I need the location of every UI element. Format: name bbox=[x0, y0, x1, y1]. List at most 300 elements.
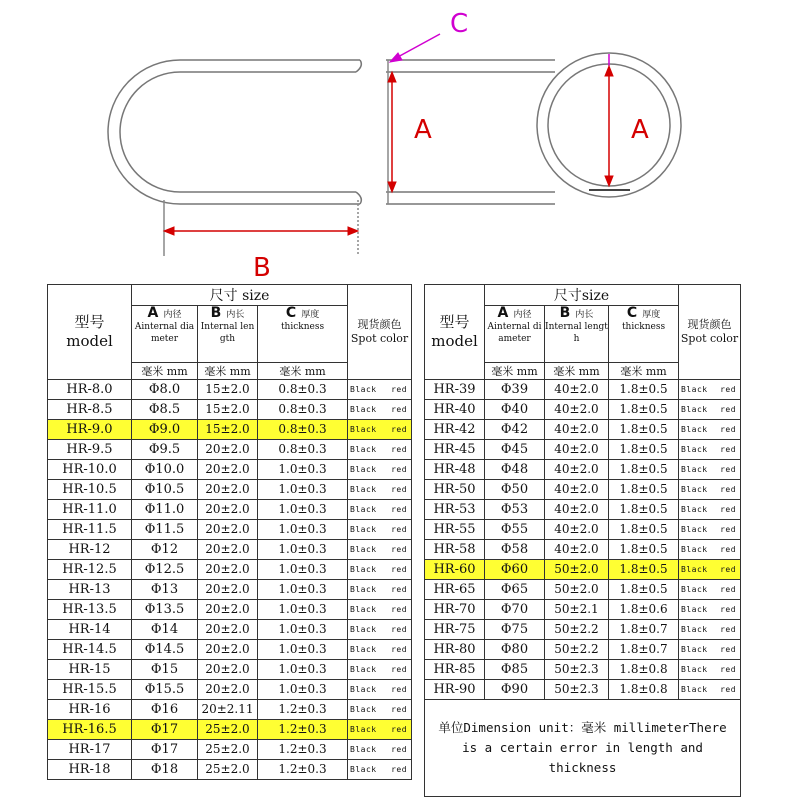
diameter-cell: Φ10.0 bbox=[132, 460, 198, 480]
diameter-cell: Φ80 bbox=[485, 640, 545, 660]
diameter-cell: Φ39 bbox=[485, 380, 545, 400]
header-unit-b: 毫米 mm bbox=[198, 363, 258, 380]
model-cell: HR-11.0 bbox=[48, 500, 132, 520]
diameter-cell: Φ8.0 bbox=[132, 380, 198, 400]
table-row bbox=[425, 500, 741, 520]
header-unit-a-right: 毫米 mm bbox=[485, 363, 545, 380]
length-cell: 40±2.0 bbox=[545, 520, 609, 540]
header-spot-color: 现货颜色 Spot color bbox=[348, 285, 412, 380]
color-red: red bbox=[391, 685, 408, 694]
color-black: Black bbox=[681, 665, 708, 674]
thickness-cell: 1.2±0.3 bbox=[258, 740, 348, 760]
callout-c bbox=[390, 34, 440, 62]
thickness-cell: 1.8±0.5 bbox=[609, 420, 679, 440]
table-row bbox=[425, 420, 741, 440]
thickness-cell: 1.8±0.5 bbox=[609, 540, 679, 560]
color-red: red bbox=[391, 565, 408, 574]
table-row bbox=[48, 760, 412, 780]
length-cell: 20±2.0 bbox=[198, 560, 258, 580]
model-cell: HR-14.5 bbox=[48, 640, 132, 660]
thickness-cell: 1.0±0.3 bbox=[258, 640, 348, 660]
diameter-cell: Φ75 bbox=[485, 620, 545, 640]
label-a-left: A bbox=[414, 115, 432, 145]
thickness-cell: 0.8±0.3 bbox=[258, 440, 348, 460]
diameter-cell: Φ13.5 bbox=[132, 600, 198, 620]
thickness-cell: 1.8±0.5 bbox=[609, 580, 679, 600]
diameter-cell: Φ14.5 bbox=[132, 640, 198, 660]
header-a-internal-diameter: A 内径 Ainternal diameter bbox=[132, 306, 198, 363]
model-cell: HR-55 bbox=[425, 520, 485, 540]
color-red: red bbox=[391, 585, 408, 594]
length-cell: 20±2.0 bbox=[198, 480, 258, 500]
color-red: red bbox=[720, 585, 737, 594]
dimension-a-left bbox=[388, 72, 396, 192]
color-red: red bbox=[720, 525, 737, 534]
thickness-cell: 1.2±0.3 bbox=[258, 720, 348, 740]
model-cell: HR-12.5 bbox=[48, 560, 132, 580]
model-cell: HR-10.5 bbox=[48, 480, 132, 500]
diameter-cell: Φ11.5 bbox=[132, 520, 198, 540]
length-cell: 20±2.11 bbox=[198, 700, 258, 720]
color-red: red bbox=[391, 545, 408, 554]
header-unit-c: 毫米 mm bbox=[258, 363, 348, 380]
diameter-cell: Φ9.0 bbox=[132, 420, 198, 440]
spot-color-cell bbox=[679, 420, 741, 440]
spot-color-cell bbox=[679, 600, 741, 620]
length-cell: 15±2.0 bbox=[198, 420, 258, 440]
header-model: 型号 model bbox=[48, 285, 132, 380]
color-black: Black bbox=[350, 705, 377, 714]
color-black: Black bbox=[350, 605, 377, 614]
thickness-cell: 1.2±0.3 bbox=[258, 760, 348, 780]
color-red: red bbox=[391, 665, 408, 674]
length-cell: 50±2.3 bbox=[545, 660, 609, 680]
color-black: Black bbox=[681, 625, 708, 634]
color-black: Black bbox=[350, 545, 377, 554]
spot-color-cell bbox=[679, 620, 741, 640]
thickness-cell: 0.8±0.3 bbox=[258, 380, 348, 400]
header-unit-a: 毫米 mm bbox=[132, 363, 198, 380]
color-red: red bbox=[391, 525, 408, 534]
color-black: Black bbox=[350, 585, 377, 594]
product-dimension-diagram bbox=[0, 0, 800, 285]
color-black: Black bbox=[681, 425, 708, 434]
diameter-cell: Φ55 bbox=[485, 520, 545, 540]
table-row bbox=[425, 480, 741, 500]
length-cell: 20±2.0 bbox=[198, 600, 258, 620]
length-cell: 50±2.2 bbox=[545, 640, 609, 660]
color-red: red bbox=[720, 665, 737, 674]
table-row bbox=[425, 380, 741, 400]
table-row bbox=[425, 620, 741, 640]
thickness-cell: 1.8±0.8 bbox=[609, 680, 679, 700]
color-black: Black bbox=[350, 765, 377, 774]
model-cell: HR-9.5 bbox=[48, 440, 132, 460]
spot-color-cell bbox=[348, 660, 412, 680]
diameter-cell: Φ50 bbox=[485, 480, 545, 500]
color-black: Black bbox=[350, 465, 377, 474]
color-red: red bbox=[391, 645, 408, 654]
color-black: Black bbox=[681, 585, 708, 594]
color-black: Black bbox=[681, 685, 708, 694]
table-row bbox=[48, 700, 412, 720]
diameter-cell: Φ58 bbox=[485, 540, 545, 560]
spot-color-cell bbox=[348, 740, 412, 760]
model-cell: HR-18 bbox=[48, 760, 132, 780]
length-cell: 20±2.0 bbox=[198, 520, 258, 540]
spot-color-cell bbox=[679, 580, 741, 600]
diameter-cell: Φ16 bbox=[132, 700, 198, 720]
length-cell: 50±2.3 bbox=[545, 680, 609, 700]
table-row bbox=[425, 460, 741, 480]
model-cell: HR-80 bbox=[425, 640, 485, 660]
color-red: red bbox=[720, 685, 737, 694]
diameter-cell: Φ53 bbox=[485, 500, 545, 520]
table-row bbox=[48, 500, 412, 520]
table-row bbox=[48, 740, 412, 760]
thickness-cell: 1.0±0.3 bbox=[258, 540, 348, 560]
diameter-cell: Φ65 bbox=[485, 580, 545, 600]
model-cell: HR-40 bbox=[425, 400, 485, 420]
color-black: Black bbox=[350, 725, 377, 734]
header-a-internal-diameter-right: A 内径 Ainternal diameter bbox=[485, 306, 545, 363]
thickness-cell: 1.8±0.5 bbox=[609, 480, 679, 500]
length-cell: 20±2.0 bbox=[198, 460, 258, 480]
header-unit-c-right: 毫米 mm bbox=[609, 363, 679, 380]
color-black: Black bbox=[350, 405, 377, 414]
diameter-cell: Φ48 bbox=[485, 460, 545, 480]
color-red: red bbox=[720, 565, 737, 574]
spot-color-cell bbox=[679, 540, 741, 560]
table-row bbox=[48, 420, 412, 440]
thickness-cell: 1.0±0.3 bbox=[258, 620, 348, 640]
model-cell: HR-42 bbox=[425, 420, 485, 440]
color-black: Black bbox=[350, 645, 377, 654]
color-black: Black bbox=[681, 565, 708, 574]
color-red: red bbox=[720, 505, 737, 514]
spot-color-cell bbox=[679, 440, 741, 460]
color-black: Black bbox=[350, 745, 377, 754]
model-cell: HR-48 bbox=[425, 460, 485, 480]
length-cell: 40±2.0 bbox=[545, 500, 609, 520]
color-red: red bbox=[391, 425, 408, 434]
color-black: Black bbox=[681, 505, 708, 514]
color-red: red bbox=[391, 605, 408, 614]
table-row bbox=[425, 400, 741, 420]
spot-color-cell bbox=[348, 380, 412, 400]
color-red: red bbox=[391, 485, 408, 494]
color-black: Black bbox=[681, 645, 708, 654]
table-row bbox=[48, 680, 412, 700]
diameter-cell: Φ17 bbox=[132, 740, 198, 760]
color-red: red bbox=[391, 765, 408, 774]
thickness-cell: 1.8±0.5 bbox=[609, 460, 679, 480]
color-black: Black bbox=[681, 545, 708, 554]
diameter-cell: Φ70 bbox=[485, 600, 545, 620]
spot-color-cell bbox=[348, 680, 412, 700]
table-row bbox=[48, 620, 412, 640]
table-row bbox=[48, 600, 412, 620]
thickness-cell: 1.0±0.3 bbox=[258, 680, 348, 700]
color-red: red bbox=[391, 405, 408, 414]
model-cell: HR-85 bbox=[425, 660, 485, 680]
model-cell: HR-39 bbox=[425, 380, 485, 400]
spot-color-cell bbox=[348, 620, 412, 640]
thickness-cell: 1.8±0.8 bbox=[609, 660, 679, 680]
color-red: red bbox=[391, 445, 408, 454]
thickness-cell: 1.8±0.5 bbox=[609, 400, 679, 420]
length-cell: 50±2.0 bbox=[545, 560, 609, 580]
length-cell: 50±2.0 bbox=[545, 580, 609, 600]
length-cell: 40±2.0 bbox=[545, 460, 609, 480]
color-red: red bbox=[391, 745, 408, 754]
diameter-cell: Φ8.5 bbox=[132, 400, 198, 420]
thickness-cell: 1.2±0.3 bbox=[258, 700, 348, 720]
header-b-internal-length: B 内长 Internal length bbox=[198, 306, 258, 363]
model-cell: HR-16 bbox=[48, 700, 132, 720]
color-black: Black bbox=[350, 425, 377, 434]
table-row bbox=[425, 600, 741, 620]
label-a-right: A bbox=[631, 115, 649, 145]
length-cell: 40±2.0 bbox=[545, 440, 609, 460]
length-cell: 15±2.0 bbox=[198, 400, 258, 420]
model-cell: HR-13 bbox=[48, 580, 132, 600]
spot-color-cell bbox=[348, 760, 412, 780]
color-red: red bbox=[720, 485, 737, 494]
color-black: Black bbox=[681, 485, 708, 494]
table-row bbox=[425, 520, 741, 540]
model-cell: HR-11.5 bbox=[48, 520, 132, 540]
color-red: red bbox=[391, 505, 408, 514]
color-red: red bbox=[720, 405, 737, 414]
header-size-right: 尺寸size bbox=[485, 285, 679, 306]
color-red: red bbox=[720, 605, 737, 614]
spot-color-cell bbox=[679, 500, 741, 520]
length-cell: 20±2.0 bbox=[198, 580, 258, 600]
spot-color-cell bbox=[348, 580, 412, 600]
table-row bbox=[48, 540, 412, 560]
diameter-cell: Φ17 bbox=[132, 720, 198, 740]
length-cell: 20±2.0 bbox=[198, 680, 258, 700]
color-black: Black bbox=[350, 385, 377, 394]
table-row bbox=[48, 580, 412, 600]
thickness-cell: 1.8±0.7 bbox=[609, 640, 679, 660]
thickness-cell: 1.0±0.3 bbox=[258, 580, 348, 600]
header-size: 尺寸 size bbox=[132, 285, 348, 306]
spec-table-left-body bbox=[48, 380, 412, 780]
spot-color-cell bbox=[348, 440, 412, 460]
color-black: Black bbox=[681, 605, 708, 614]
length-cell: 40±2.0 bbox=[545, 380, 609, 400]
color-red: red bbox=[720, 625, 737, 634]
table-row bbox=[48, 520, 412, 540]
model-cell: HR-16.5 bbox=[48, 720, 132, 740]
color-red: red bbox=[720, 545, 737, 554]
table-row bbox=[425, 540, 741, 560]
model-cell: HR-65 bbox=[425, 580, 485, 600]
model-cell: HR-53 bbox=[425, 500, 485, 520]
color-red: red bbox=[720, 445, 737, 454]
dimension-unit-note: 单位Dimension unit：毫米 millimeterThere is a certain error in length and thickness bbox=[425, 700, 741, 797]
table-row bbox=[425, 440, 741, 460]
spot-color-cell bbox=[348, 400, 412, 420]
thickness-cell: 0.8±0.3 bbox=[258, 420, 348, 440]
color-red: red bbox=[720, 385, 737, 394]
table-row bbox=[48, 560, 412, 580]
diameter-cell: Φ18 bbox=[132, 760, 198, 780]
model-cell: HR-90 bbox=[425, 680, 485, 700]
model-cell: HR-15 bbox=[48, 660, 132, 680]
color-black: Black bbox=[681, 405, 708, 414]
table-row bbox=[48, 400, 412, 420]
diameter-cell: Φ45 bbox=[485, 440, 545, 460]
spot-color-cell bbox=[679, 400, 741, 420]
model-cell: HR-17 bbox=[48, 740, 132, 760]
color-red: red bbox=[391, 465, 408, 474]
color-red: red bbox=[720, 425, 737, 434]
table-row bbox=[425, 680, 741, 700]
header-b-internal-length-right: B 内长 Internal length bbox=[545, 306, 609, 363]
color-black: Black bbox=[350, 445, 377, 454]
table-row bbox=[48, 380, 412, 400]
model-cell: HR-60 bbox=[425, 560, 485, 580]
color-black: Black bbox=[350, 565, 377, 574]
thickness-cell: 1.0±0.3 bbox=[258, 480, 348, 500]
color-black: Black bbox=[350, 525, 377, 534]
model-cell: HR-45 bbox=[425, 440, 485, 460]
thickness-cell: 1.0±0.3 bbox=[258, 520, 348, 540]
table-row bbox=[48, 440, 412, 460]
table-row bbox=[48, 640, 412, 660]
color-red: red bbox=[720, 465, 737, 474]
model-cell: HR-13.5 bbox=[48, 600, 132, 620]
header-unit-b-right: 毫米 mm bbox=[545, 363, 609, 380]
thickness-cell: 1.0±0.3 bbox=[258, 600, 348, 620]
diameter-cell: Φ15.5 bbox=[132, 680, 198, 700]
dimension-a-right bbox=[605, 66, 613, 186]
color-black: Black bbox=[681, 385, 708, 394]
label-c: C bbox=[450, 9, 469, 39]
length-cell: 40±2.0 bbox=[545, 400, 609, 420]
spec-table-left bbox=[47, 284, 412, 780]
length-cell: 50±2.2 bbox=[545, 620, 609, 640]
color-black: Black bbox=[681, 525, 708, 534]
spot-color-cell bbox=[679, 520, 741, 540]
length-cell: 20±2.0 bbox=[198, 540, 258, 560]
color-black: Black bbox=[350, 685, 377, 694]
spec-table-right-body bbox=[425, 380, 741, 700]
length-cell: 15±2.0 bbox=[198, 380, 258, 400]
diameter-cell: Φ14 bbox=[132, 620, 198, 640]
diameter-cell: Φ13 bbox=[132, 580, 198, 600]
thickness-cell: 1.0±0.3 bbox=[258, 560, 348, 580]
diameter-cell: Φ85 bbox=[485, 660, 545, 680]
label-b: B bbox=[253, 253, 271, 283]
thickness-cell: 1.8±0.5 bbox=[609, 560, 679, 580]
thickness-cell: 0.8±0.3 bbox=[258, 400, 348, 420]
thickness-cell: 1.8±0.5 bbox=[609, 380, 679, 400]
diameter-cell: Φ11.0 bbox=[132, 500, 198, 520]
spot-color-cell bbox=[679, 660, 741, 680]
spot-color-cell bbox=[679, 460, 741, 480]
spec-table-right bbox=[424, 284, 741, 797]
spot-color-cell bbox=[348, 480, 412, 500]
length-cell: 20±2.0 bbox=[198, 440, 258, 460]
color-red: red bbox=[391, 385, 408, 394]
color-black: Black bbox=[350, 505, 377, 514]
spot-color-cell bbox=[679, 640, 741, 660]
spot-color-cell bbox=[348, 700, 412, 720]
model-cell: HR-12 bbox=[48, 540, 132, 560]
diameter-cell: Φ12.5 bbox=[132, 560, 198, 580]
color-black: Black bbox=[350, 485, 377, 494]
spot-color-cell bbox=[348, 560, 412, 580]
header-c-thickness: C 厚度 thickness bbox=[258, 306, 348, 363]
thickness-cell: 1.8±0.6 bbox=[609, 600, 679, 620]
length-cell: 50±2.1 bbox=[545, 600, 609, 620]
spot-color-cell bbox=[348, 420, 412, 440]
spot-color-cell bbox=[348, 720, 412, 740]
length-cell: 20±2.0 bbox=[198, 660, 258, 680]
model-cell: HR-58 bbox=[425, 540, 485, 560]
thickness-cell: 1.0±0.3 bbox=[258, 660, 348, 680]
table-row bbox=[425, 560, 741, 580]
table-row bbox=[425, 580, 741, 600]
diameter-cell: Φ90 bbox=[485, 680, 545, 700]
diameter-cell: Φ9.5 bbox=[132, 440, 198, 460]
length-cell: 25±2.0 bbox=[198, 740, 258, 760]
thickness-cell: 1.8±0.5 bbox=[609, 440, 679, 460]
model-cell: HR-75 bbox=[425, 620, 485, 640]
diameter-cell: Φ42 bbox=[485, 420, 545, 440]
length-cell: 40±2.0 bbox=[545, 540, 609, 560]
table-row bbox=[48, 720, 412, 740]
model-cell: HR-15.5 bbox=[48, 680, 132, 700]
length-cell: 40±2.0 bbox=[545, 420, 609, 440]
diameter-cell: Φ40 bbox=[485, 400, 545, 420]
thickness-cell: 1.0±0.3 bbox=[258, 460, 348, 480]
length-cell: 20±2.0 bbox=[198, 500, 258, 520]
length-cell: 25±2.0 bbox=[198, 760, 258, 780]
spot-color-cell bbox=[679, 680, 741, 700]
model-cell: HR-8.5 bbox=[48, 400, 132, 420]
table-row bbox=[48, 460, 412, 480]
spot-color-cell bbox=[679, 380, 741, 400]
thickness-cell: 1.8±0.7 bbox=[609, 620, 679, 640]
diameter-cell: Φ15 bbox=[132, 660, 198, 680]
side-view-drawing bbox=[108, 60, 555, 256]
color-black: Black bbox=[350, 625, 377, 634]
model-cell: HR-50 bbox=[425, 480, 485, 500]
table-row bbox=[48, 480, 412, 500]
length-cell: 25±2.0 bbox=[198, 720, 258, 740]
header-c-thickness-right: C 厚度 thickness bbox=[609, 306, 679, 363]
thickness-cell: 1.8±0.5 bbox=[609, 500, 679, 520]
diameter-cell: Φ12 bbox=[132, 540, 198, 560]
thickness-cell: 1.8±0.5 bbox=[609, 520, 679, 540]
header-spot-color-right: 现货颜色 Spot color bbox=[679, 285, 741, 380]
spot-color-cell bbox=[348, 640, 412, 660]
table-row bbox=[425, 660, 741, 680]
spot-color-cell bbox=[348, 500, 412, 520]
diameter-cell: Φ10.5 bbox=[132, 480, 198, 500]
model-cell: HR-14 bbox=[48, 620, 132, 640]
color-black: Black bbox=[350, 665, 377, 674]
model-cell: HR-70 bbox=[425, 600, 485, 620]
spot-color-cell bbox=[348, 460, 412, 480]
spot-color-cell bbox=[679, 560, 741, 580]
diameter-cell: Φ60 bbox=[485, 560, 545, 580]
